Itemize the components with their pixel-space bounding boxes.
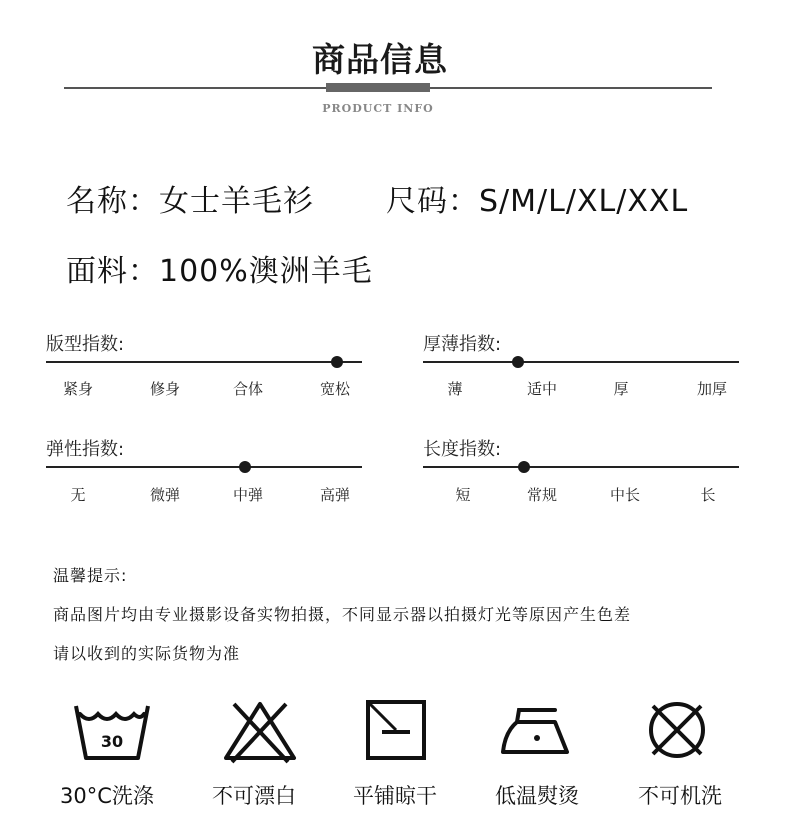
fit-index-label: 版型指数: [46, 334, 125, 355]
length-option: 长 [700, 486, 716, 504]
product-name: 名称：女士羊毛衫 [66, 184, 314, 219]
thickness-option: 加厚 [696, 380, 727, 398]
care-label-no-machine-wash: 不可机洗 [638, 784, 722, 808]
elasticity-option: 微弹 [149, 486, 180, 504]
care-label-no-bleach: 不可漂白 [212, 784, 296, 808]
length-option: 中长 [609, 486, 640, 504]
thickness-index-track [423, 361, 739, 363]
title-accent-bar [326, 83, 430, 92]
elasticity-option: 中弹 [232, 486, 263, 504]
elasticity-index-track [46, 466, 362, 468]
fit-index-track [46, 361, 362, 363]
elasticity-index-marker [239, 461, 251, 473]
thickness-option: 薄 [447, 380, 463, 398]
flat-dry-icon [356, 700, 436, 764]
thickness-option: 厚 [613, 380, 629, 398]
elasticity-index-label: 弹性指数: [46, 439, 125, 460]
tips-line: 请以收到的实际货物为准 [53, 644, 241, 663]
fit-index-marker [331, 356, 343, 368]
fit-option: 宽松 [319, 380, 350, 398]
length-index-marker [518, 461, 530, 473]
length-index-track [423, 466, 739, 468]
elasticity-option: 无 [70, 486, 86, 504]
product-size: 尺码：S/M/L/XL/XXL [386, 184, 689, 219]
no-machine-wash-icon [637, 700, 717, 764]
fit-option: 合体 [232, 380, 263, 398]
no-bleach-icon [220, 700, 300, 764]
length-index-label: 长度指数: [423, 439, 502, 460]
care-label-wash: 30°C洗涤 [60, 784, 154, 808]
thickness-index-marker [512, 356, 524, 368]
care-label-low-iron: 低温熨烫 [495, 784, 579, 808]
fit-option: 修身 [149, 380, 180, 398]
product-fabric: 面料：100%澳洲羊毛 [66, 254, 373, 289]
low-iron-icon [497, 700, 577, 764]
fit-option: 紧身 [62, 380, 93, 398]
wash-30-icon [72, 700, 152, 764]
length-option: 短 [455, 486, 471, 504]
tips-line: 商品图片均由专业摄影设备实物拍摄，不同显示器以拍摄灯光等原因产生色差 [53, 605, 632, 624]
tips-heading: 温馨提示: [53, 566, 128, 585]
length-option: 常规 [526, 486, 557, 504]
page-subtitle: PRODUCT INFO [322, 102, 434, 115]
thickness-index-label: 厚薄指数: [423, 334, 502, 355]
thickness-option: 适中 [526, 380, 557, 398]
page-title: 商品信息 [312, 40, 448, 79]
wash-temperature: 30 [100, 732, 124, 751]
elasticity-option: 高弹 [319, 486, 350, 504]
care-label-flat-dry: 平铺晾干 [353, 784, 437, 808]
